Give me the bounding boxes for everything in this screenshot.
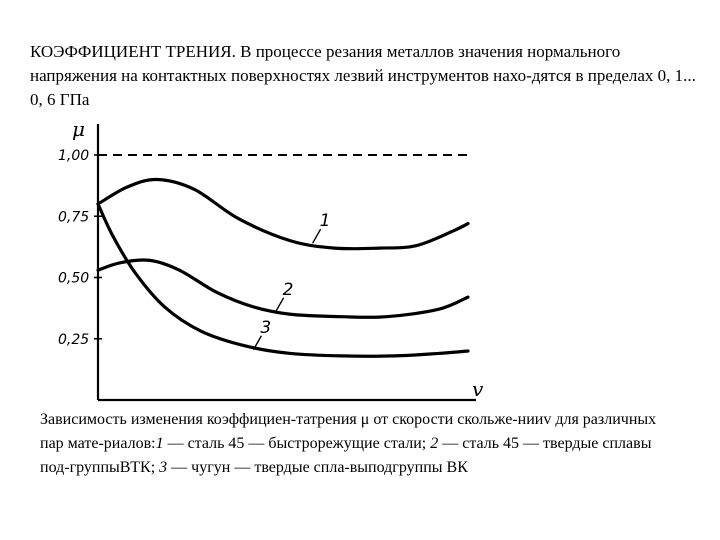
curve-label-1: 1 [319, 211, 331, 232]
y-axis-label: μ [72, 117, 85, 141]
caption-label-2: 2 [430, 435, 439, 452]
header-paragraph: КОЭФФИЦИЕНТ ТРЕНИЯ. В процессе резания металлов значения нормального напряжения на контактных поверхностях лезвий инструментов нахо-дятся в пределах 0, 1... 0, 6 ГПа [30, 42, 696, 109]
curve-label-2: 2 [282, 279, 294, 300]
caption-text-2: — сталь 45 — твердые сплавы под-группыВТК; [40, 435, 652, 476]
curve-1 [98, 179, 468, 248]
caption-text-3: — чугун — твердые спла-выподгруппы ВК [167, 459, 468, 476]
friction-chart [40, 110, 484, 410]
curve-leader-2 [276, 298, 284, 312]
y-tick-label: 0,25 [58, 331, 90, 348]
caption-label-3: 3 [159, 459, 168, 476]
curve-label-3: 3 [260, 317, 272, 338]
y-tick-label: 1,00 [58, 148, 90, 164]
curve-leader-1 [313, 229, 321, 243]
y-tick-label: 0,50 [58, 270, 90, 287]
caption-text: Зависимость изменения коэффициен-татрения μ от скорости скольже-нииv для различных пар мате-риалов: [40, 411, 657, 452]
x-axis-label: v [472, 377, 484, 401]
figure-caption [40, 408, 680, 480]
y-tick-label: 0,75 [58, 209, 90, 226]
caption-label-1: 1 [155, 435, 164, 452]
caption-text-1: — сталь 45 — быстрорежущие стали; [163, 435, 431, 452]
